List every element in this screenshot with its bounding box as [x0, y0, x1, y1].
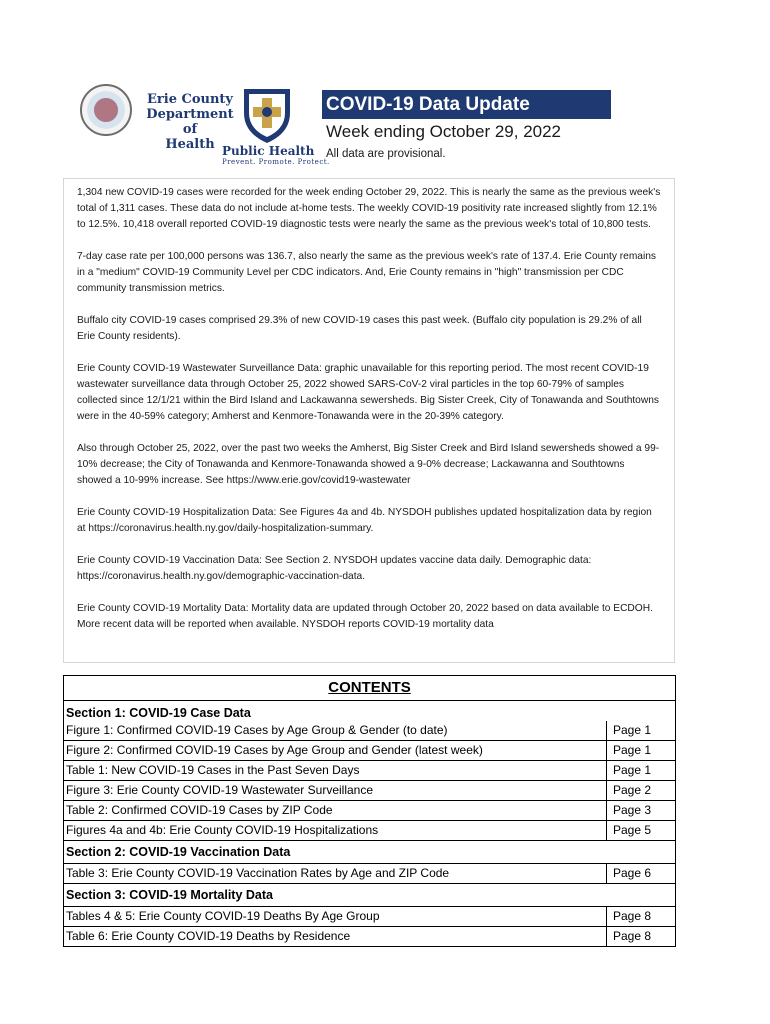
- contents-item-page: Page 2: [613, 783, 652, 797]
- contents-item-page: Page 8: [613, 909, 652, 923]
- contents-item-page: Page 1: [613, 723, 652, 737]
- table-row: [64, 821, 675, 841]
- public-health-tagline: Prevent. Promote. Protect.: [222, 158, 330, 166]
- report-title-banner: COVID-19 Data Update: [322, 90, 611, 119]
- summary-paragraph: Erie County COVID-19 Wastewater Surveillance Data: graphic unavailable for this reporting period. The most recent COVID-19 wastewater surveillance data through October 25, 2022 showed SARS-CoV-2 viral particles in the top 60-79% of samples collected since 12/1/21 within the Bird Island and Lackawanna sewersheds. Big Sister Creek, City of Tonawanda and Southtowns were in the 40-59% category; Amherst and Kenmore-Tonawanda were in the 20-39% category.: [77, 363, 659, 422]
- table-row: [64, 761, 675, 781]
- provisional-note: All data are provisional.: [326, 148, 446, 160]
- section-3-title: Section 3: COVID-19 Mortality Data: [64, 884, 675, 907]
- contents-heading: CONTENTS: [64, 676, 675, 701]
- contents-item-label: Table 1: New COVID-19 Cases in the Past Seven Days: [66, 761, 607, 780]
- summary-paragraph: Also through October 25, 2022, over the past two weeks the Amherst, Big Sister Creek and Bird Island sewersheds showed a 99-10% decrease; the City of Tonawanda and Kenmore-Tonawanda showed a 9-0% decrease; Lackawanna and Southtowns showed a 10-99% increase. See https://www.erie.gov/covid19-wastewater: [77, 443, 660, 486]
- contents-item-page: Page 8: [613, 929, 652, 943]
- contents-item-label: Table 2: Confirmed COVID-19 Cases by ZIP Code: [66, 801, 607, 820]
- contents-item-page: Page 5: [613, 823, 652, 837]
- department-logo-text: [140, 92, 240, 152]
- dept-logo-line: Erie County: [147, 92, 233, 107]
- section-1-title: Section 1: COVID-19 Case Data: [66, 706, 251, 720]
- contents-item-label: Figure 1: Confirmed COVID-19 Cases by Age Group & Gender (to date): [66, 721, 607, 740]
- contents-item-label: Figure 3: Erie County COVID-19 Wastewater Surveillance: [66, 781, 607, 800]
- contents-item-label: Figure 2: Confirmed COVID-19 Cases by Age Group and Gender (latest week): [66, 741, 607, 760]
- contents-item-label: Figures 4a and 4b: Erie County COVID-19 Hospitalizations: [66, 821, 607, 840]
- contents-item-page: Page 1: [613, 763, 652, 777]
- summary-paragraph: Erie County COVID-19 Vaccination Data: See Section 2. NYSDOH updates vaccine data daily. Demographic data: https://coronavirus.health.ny.gov/demographic-vaccination-data.: [77, 555, 592, 582]
- summary-paragraph: Erie County COVID-19 Hospitalization Data: See Figures 4a and 4b. NYSDOH publishes updated hospitalization data by region at https://coronavirus.health.ny.gov/daily-hospitalization-summary.: [77, 507, 652, 534]
- table-row: [64, 741, 675, 761]
- summary-paragraph: Buffalo city COVID-19 cases comprised 29.3% of new COVID-19 cases this past week. (Buffalo city population is 29.2% of all Erie County residents).: [77, 315, 642, 342]
- summary-box: [63, 178, 675, 663]
- table-row: [64, 781, 675, 801]
- table-row: [64, 864, 675, 884]
- public-health-shield-icon: [240, 85, 294, 145]
- summary-paragraph: 1,304 new COVID-19 cases were recorded for the week ending October 29, 2022. This is nearly the same as the previous week's total of 1,311 cases. These data do not include at-home tests. The weekly COVID-19 positivity rate increased slightly from 12.1% to 12.5%. 10,418 overall reported COVID-19 diagnostic tests were nearly the same as the previous week's total of 10,800 tests.: [77, 187, 661, 230]
- contents-item-page: Page 1: [613, 743, 652, 757]
- contents-item-label: Table 3: Erie County COVID-19 Vaccination Rates by Age and ZIP Code: [66, 864, 607, 883]
- week-ending-subtitle: Week ending October 29, 2022: [326, 122, 562, 141]
- summary-paragraph: 7-day case rate per 100,000 persons was 136.7, also nearly the same as the previous week's rate of 137.4. Erie County remains in a "medium" COVID-19 Community Level per CDC indicators. And, Erie County remains in "high" transmission per CDC community transmission metrics.: [77, 251, 656, 294]
- contents-item-page: Page 6: [613, 866, 652, 880]
- contents-table: [63, 675, 676, 947]
- public-health-title: Public Health: [222, 144, 315, 158]
- dept-logo-line: Department of: [146, 107, 234, 137]
- erie-county-seal-icon: [80, 84, 132, 136]
- table-row: [64, 801, 675, 821]
- contents-item-page: Page 3: [613, 803, 652, 817]
- dept-logo-line: Health: [165, 137, 215, 152]
- contents-item-label: Table 6: Erie County COVID-19 Deaths by Residence: [66, 927, 607, 946]
- section-2-title: Section 2: COVID-19 Vaccination Data: [64, 841, 675, 864]
- table-row: [64, 721, 675, 741]
- contents-item-label: Tables 4 & 5: Erie County COVID-19 Deaths By Age Group: [66, 907, 607, 926]
- table-row: [64, 927, 675, 946]
- table-row: [64, 907, 675, 927]
- summary-paragraph: Erie County COVID-19 Mortality Data: Mortality data are updated through October 20, 2022 based on data available to ECDOH. More recent data will be reported when available. NYSDOH reports COVID-19 mortality data: [77, 603, 653, 630]
